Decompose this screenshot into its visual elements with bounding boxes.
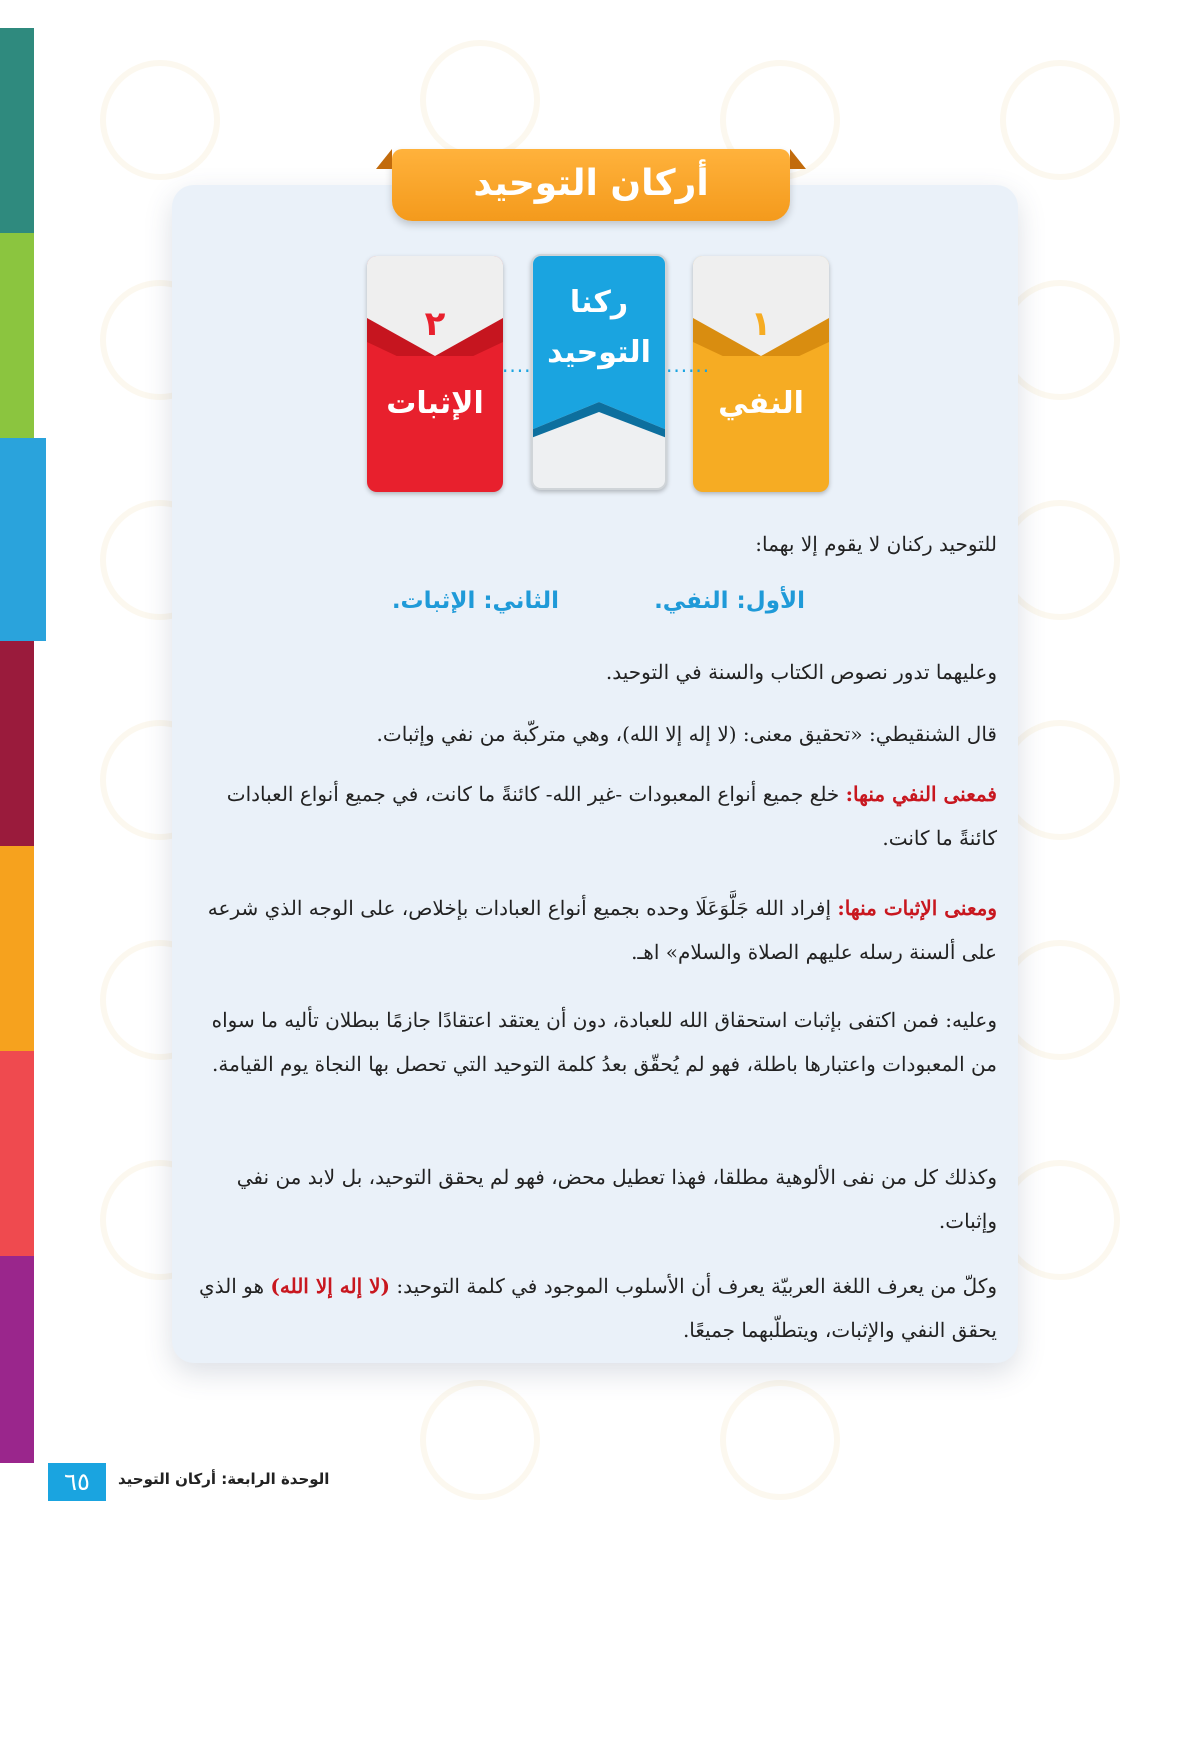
center-card-line2: التوحيد: [547, 335, 651, 370]
center-card-line1: ركنا: [569, 285, 629, 320]
paragraph-3: [197, 772, 997, 860]
paragraph-6: وكذلك كل من نفى الألوهية مطلقا، فهذا تعطيل محض، فهو لم يحقق التوحيد، بل لابد من نفي وإثبات.: [236, 1165, 997, 1233]
tawheed-word-highlight: (لا إله إلا الله): [270, 1274, 390, 1298]
page-title: أركان التوحيد: [473, 163, 709, 204]
card-label: الإثبات: [386, 386, 484, 421]
card-affirmation: [367, 256, 503, 492]
paragraph-7-text: وكلّ من يعرف اللغة العربيّة يعرف أن الأسلوب الموجود في كلمة التوحيد:: [396, 1274, 997, 1298]
connector-dots-right: ......: [666, 353, 711, 377]
card-number: ١: [750, 304, 772, 344]
affirmation-meaning-label: ومعنى الإثبات منها:: [837, 896, 997, 920]
chapter-tab-4[interactable]: [0, 641, 34, 846]
chapter-tab-3-active[interactable]: [0, 438, 46, 641]
card-label: النفي: [718, 386, 804, 421]
negation-meaning-text: خلع جميع أنواع المعبودات -غير الله- كائنةً ما كانت، في جميع أنواع العبادات كائنةً ما كانت.: [226, 782, 997, 850]
card-pillars-center: [531, 254, 667, 490]
chapter-tab-6[interactable]: [0, 1051, 34, 1256]
paragraph-4: [197, 886, 997, 974]
card-negation: [693, 256, 829, 492]
chapter-tab-2[interactable]: [0, 233, 34, 438]
pillar-second: الثاني: الإثبات.: [391, 588, 559, 614]
connector-dots-left: ......: [502, 353, 547, 377]
negation-meaning-label: فمعنى النفي منها:: [845, 782, 997, 806]
card-number: ٢: [424, 304, 446, 344]
unit-title: الوحدة الرابعة: أركان التوحيد: [118, 1470, 330, 1488]
paragraph-7: [197, 1264, 997, 1352]
chapter-tab-7[interactable]: [0, 1256, 34, 1463]
page-number: ٦٥: [48, 1463, 106, 1501]
center-card-label: [533, 278, 665, 378]
chapter-tab-5[interactable]: [0, 846, 34, 1051]
title-banner: [392, 149, 790, 221]
paragraph-2-quote: قال الشنقيطي: «تحقيق معنى: (لا إله إلا الله)، وهي متركّبة من نفي وإثبات.: [376, 722, 997, 746]
chapter-tabs: [0, 28, 34, 1756]
paragraph-1: وعليهما تدور نصوص الكتاب والسنة في التوحيد.: [605, 660, 997, 684]
intro-text: للتوحيد ركنان لا يقوم إلا بهما:: [755, 532, 997, 556]
pillar-first: الأول: النفي.: [654, 588, 805, 614]
paragraph-5: وعليه: فمن اكتفى بإثبات استحقاق الله للعبادة، دون أن يعتقد اعتقادًا جازمًا ببطلان تأليه ما سواه من المعبودات واعتبارها باطلة، فهو لم يُحقّق بعدُ كلمة التوحيد التي تحصل بها النجاة يوم القيامة.: [211, 1008, 997, 1076]
paragraph-7-end: هو الذي يحقق النفي والإثبات، ويتطلّبهما جميعًا.: [199, 1274, 997, 1342]
affirmation-meaning-text: إفراد الله جَلَّوَعَلَا وحده بجميع أنواع العبادات بإخلاص، على الوجه الذي شرعه على ألسنة رسله عليهم الصلاة والسلام» اهـ.: [207, 896, 997, 964]
chapter-tab-1[interactable]: [0, 28, 34, 233]
